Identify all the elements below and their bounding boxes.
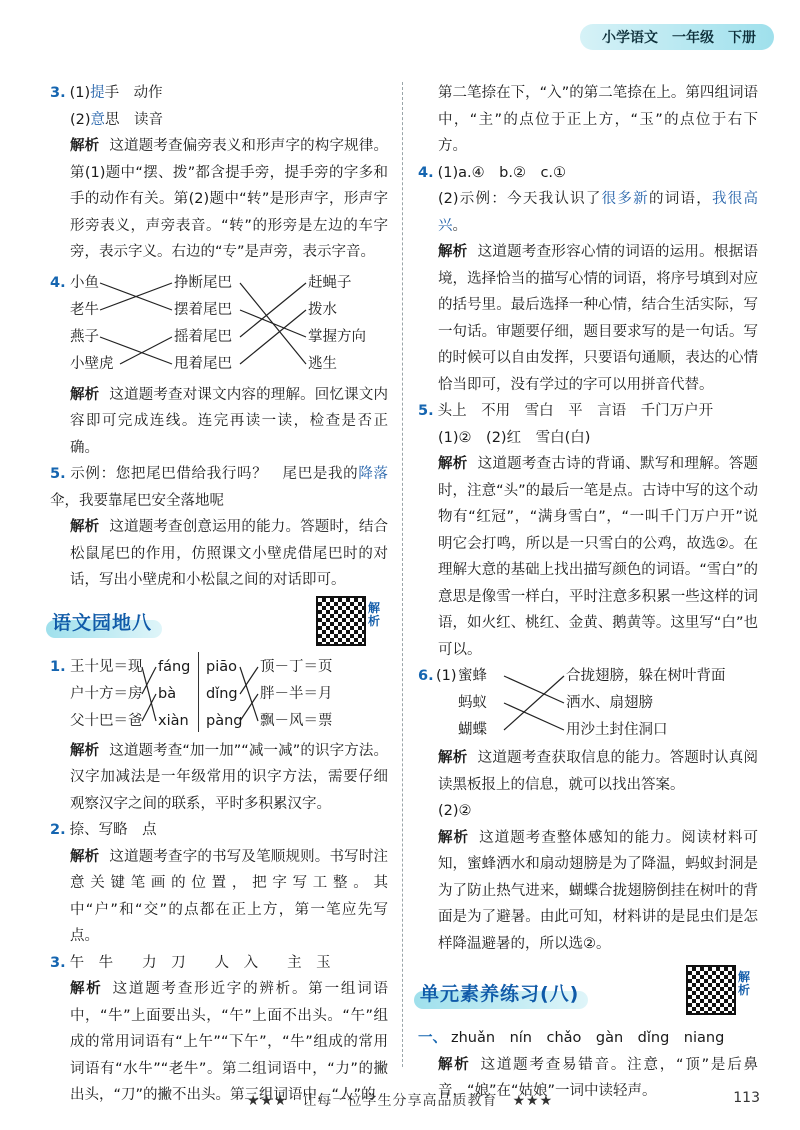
equation: 父十巴＝爸 — [70, 712, 143, 729]
equation: 胖－半＝月 — [260, 685, 333, 702]
behavior-text: 合拢翅膀，躲在树叶背面 — [566, 668, 726, 684]
behavior-text: 用沙土封住洞口 — [566, 722, 668, 738]
analysis-text: 这道题考查形近字的辨析。第一组词语中，“牛”上面要出头，“午”上面不出头。“午”组成的常用词语有“上午”“下午”，“牛”组成的常用词语有“水牛”“老牛”。第二组词语中，“力”的撇出头，“刀”的撇不出头。第三组词语中，“人”的 — [70, 981, 389, 1103]
analysis-label: 解析 — [70, 386, 100, 403]
qr-label: 解析 — [368, 600, 381, 628]
analysis-label: 解析 — [438, 456, 468, 472]
q-number: 3. — [50, 954, 66, 971]
matching-lines — [418, 663, 758, 745]
match-right-item: 赶蝇子 — [308, 274, 352, 291]
equation: 户十方＝房 — [70, 685, 143, 702]
q-number: 一、 — [418, 1030, 447, 1046]
answer-text: 。 — [452, 217, 467, 234]
match-line — [142, 667, 156, 694]
header-grade: 一年级 — [672, 30, 714, 46]
text: (1) — [69, 85, 91, 101]
analysis-text: 这道题考查形容心情的词语的运用。根据语境，选择恰当的描写心情的词语，将序号填到对应的括号里。最后选择一种心情，结合生活实际，写一句话。审题要仔细，题目要求写的是一句话。写的时候可以自由发挥，只要语句通顺，表达的心情恰当即可，没有学过的字可以用拼音代替。 — [438, 244, 759, 393]
text: (1) — [436, 668, 457, 684]
pinyin: bà — [158, 685, 177, 702]
match-mid-item: 甩着尾巴 — [174, 355, 232, 372]
answer-text: 午 牛 力 刀 人 入 主 玉 — [69, 954, 331, 971]
match-mid-item: 挣断尾巴 — [174, 274, 232, 291]
answer-text: 降落 — [358, 466, 389, 482]
pinyin: fáng — [158, 658, 191, 675]
match-left-item: 小壁虎 — [70, 355, 114, 372]
analysis-text: 这道题考查创意运用的能力。答题时，结合松鼠尾巴的作用，仿照课文小壁虎借尾巴时的对话，写出小壁虎和小松鼠之间的对话即可。 — [70, 519, 389, 588]
match-right-item: 逃生 — [308, 355, 337, 372]
match-line — [240, 310, 306, 364]
analysis-label: 解析 — [438, 750, 468, 766]
section-header — [414, 970, 758, 1015]
q-number: 6. — [418, 668, 434, 684]
equation: 顶－丁＝页 — [260, 658, 333, 675]
analysis-text: 这道题考查偏旁表义和形声字的构字规律。第(1)题中“摆、拨”都含提手旁，提手旁的字多和手的动作有关。第(2)题中“转”是形声字，形声字形旁表义，声旁表音。“转”的形旁是左边的车字旁，表示字义。右边的“专”是声旁，表示字音。 — [70, 138, 389, 260]
match-line — [504, 676, 564, 730]
match-right-item: 拨水 — [308, 301, 337, 318]
q-number: 5. — [50, 466, 66, 482]
matching-6 — [418, 663, 758, 745]
text: 提 — [90, 85, 105, 101]
analysis-text: 这道题考查获取信息的能力。答题时认真阅读黑板报上的信息，就可以找出答案。 — [438, 750, 759, 793]
qr-label: 解析 — [738, 970, 751, 997]
matching-lines — [50, 654, 390, 738]
answer-text: zhuǎn nín chǎo gàn dǐng niang — [451, 1030, 725, 1046]
match-line — [240, 694, 258, 721]
q-number: 1. — [50, 658, 66, 675]
analysis-label: 解析 — [438, 244, 468, 260]
answer-text: 示例：您把尾巴借给我行吗？ 尾巴是我的 — [69, 466, 359, 482]
matching-lines — [50, 270, 390, 382]
match-line — [240, 667, 258, 694]
answer-text: 伞，我要靠尾巴安全落地呢 — [50, 492, 224, 509]
pinyin: pàng — [206, 712, 243, 729]
header-subject: 小学语文 — [602, 30, 658, 46]
match-line — [240, 283, 306, 337]
match-right-item: 掌握方向 — [308, 328, 366, 345]
column-divider — [402, 82, 403, 1067]
page-number: 113 — [733, 1090, 760, 1106]
analysis-label: 解析 — [70, 981, 103, 997]
analysis-text: 这道题考查古诗的背诵、默写和理解。答题时，注意“头”的最后一笔是点。古诗中写的这个动物有“红冠”，“满身雪白”，“一叫千门万户开”说明它会打鸣，所以是一只雪白的公鸡，故选②。在理解大意的基础上找出描写颜色的词语。“雪白”的意思是像雪一样白，平时注意多积累一些这样的词语，如火红、桃红、金黄、鹅黄等。这里写“白”也可以。 — [438, 456, 759, 658]
book-header-badge — [580, 24, 774, 50]
section-title: 语文园地八 — [52, 611, 153, 634]
insect-name: 蚂蚁 — [458, 695, 487, 711]
match-left-item: 小鱼 — [70, 274, 99, 291]
equation: 飘－风＝票 — [260, 712, 333, 729]
answer-text: 的词语， — [648, 191, 712, 207]
pinyin: dǐng — [206, 685, 238, 702]
q-number: 4. — [50, 274, 66, 291]
match-line — [142, 667, 156, 721]
insect-name: 蜜蜂 — [458, 668, 487, 684]
section-header — [46, 600, 388, 644]
left-column — [50, 80, 388, 1109]
answer-text: (1)② (2)红 雪白(白) — [438, 429, 591, 446]
header-term: 下册 — [728, 30, 756, 46]
analysis-text: 这道题考查字的书写及笔顺规则。书写时注意关键笔画的位置，把字写工整。其中“户”和“交”的点都在正上方，第一笔应先写点。 — [70, 848, 389, 944]
text: 意 — [90, 111, 106, 128]
match-mid-item: 摇着尾巴 — [174, 328, 232, 345]
behavior-text: 洒水、扇翅膀 — [566, 695, 653, 711]
match-line — [504, 676, 564, 703]
answer-text: 捺、写略 点 — [69, 822, 157, 838]
answer-text: 头上 不用 雪白 平 言语 千门万户开 — [437, 403, 714, 419]
section-title: 单元素养练习(八) — [420, 983, 580, 1005]
analysis-label: 解析 — [438, 829, 470, 846]
text: 手 动作 — [104, 85, 163, 101]
pinyin: xiàn — [158, 712, 189, 729]
analysis-label: 解析 — [70, 848, 100, 865]
match-line — [504, 703, 564, 730]
right-column — [418, 80, 758, 1105]
answer-text: 很多新 — [601, 191, 649, 207]
insect-name: 蝴蝶 — [458, 722, 487, 738]
q-number: 3. — [50, 85, 66, 101]
q-number: 2. — [50, 822, 66, 838]
analysis-text: 这道题考查“加一加”“减一减”的识字方法。汉字加减法是一年级常用的识字方法，需要仔细观察汉字之间的联系，平时多积累汉字。 — [70, 742, 389, 812]
analysis-label: 解析 — [70, 742, 100, 759]
matching-4 — [50, 270, 388, 382]
analysis-label: 解析 — [438, 1056, 471, 1073]
analysis-text: 这道题考查整体感知的能力。阅读材料可知，蜜蜂洒水和扇动翅膀是为了降温，蚂蚁封洞是为了防止热气进来，蝴蝶合拢翅膀倒挂在树叶的背面是为了避暑。由此可知，材料讲的是昆虫们是怎样降温避暑的，所以选②。 — [438, 829, 759, 952]
match-line — [240, 667, 258, 721]
match-line — [142, 694, 156, 721]
analysis-text: 这道题考查易错音。注意，“顶”是后鼻音，“娘”在“姑娘”一词中读轻声。 — [438, 1056, 758, 1099]
text: (2) — [70, 111, 91, 128]
pinyin: piāo — [206, 658, 237, 675]
answer-text: (2)② — [438, 803, 472, 819]
qr-code[interactable] — [686, 965, 736, 1015]
qr-code[interactable] — [316, 596, 366, 646]
analysis-continued: 第二笔捺在下，“入”的第二笔捺在上。第四组词语中，“主”的点位于正上方，“玉”的点位于右下方。 — [438, 85, 758, 154]
analysis-label: 解析 — [70, 519, 100, 535]
footer-slogan: ★★★ 让每一位学生分享高品质教育 ★★★ — [246, 1093, 554, 1109]
text: 思 读音 — [105, 111, 164, 128]
analysis-label: 解析 — [70, 138, 100, 154]
analysis-text: 这道题考查对课文内容的理解。回忆课文内容即可完成连线。连完再读一读，检查是否正确。 — [70, 386, 389, 456]
match-left-item: 燕子 — [70, 328, 99, 345]
match-line — [240, 310, 306, 337]
match-mid-item: 摆着尾巴 — [174, 301, 232, 318]
match-line — [100, 337, 172, 364]
answer-text: (1)a.④ b.② c.① — [437, 164, 567, 181]
q-number: 4. — [418, 164, 434, 181]
match-left-item: 老牛 — [70, 301, 99, 318]
answer-text: 我很高兴 — [438, 191, 759, 234]
q-number: 5. — [418, 403, 434, 419]
match-line — [120, 337, 172, 364]
word-math-1 — [50, 654, 388, 738]
answer-text: (2)示例：今天我认识了 — [438, 191, 602, 207]
answer-3 — [50, 80, 388, 266]
equation: 王十见＝现 — [70, 658, 143, 675]
